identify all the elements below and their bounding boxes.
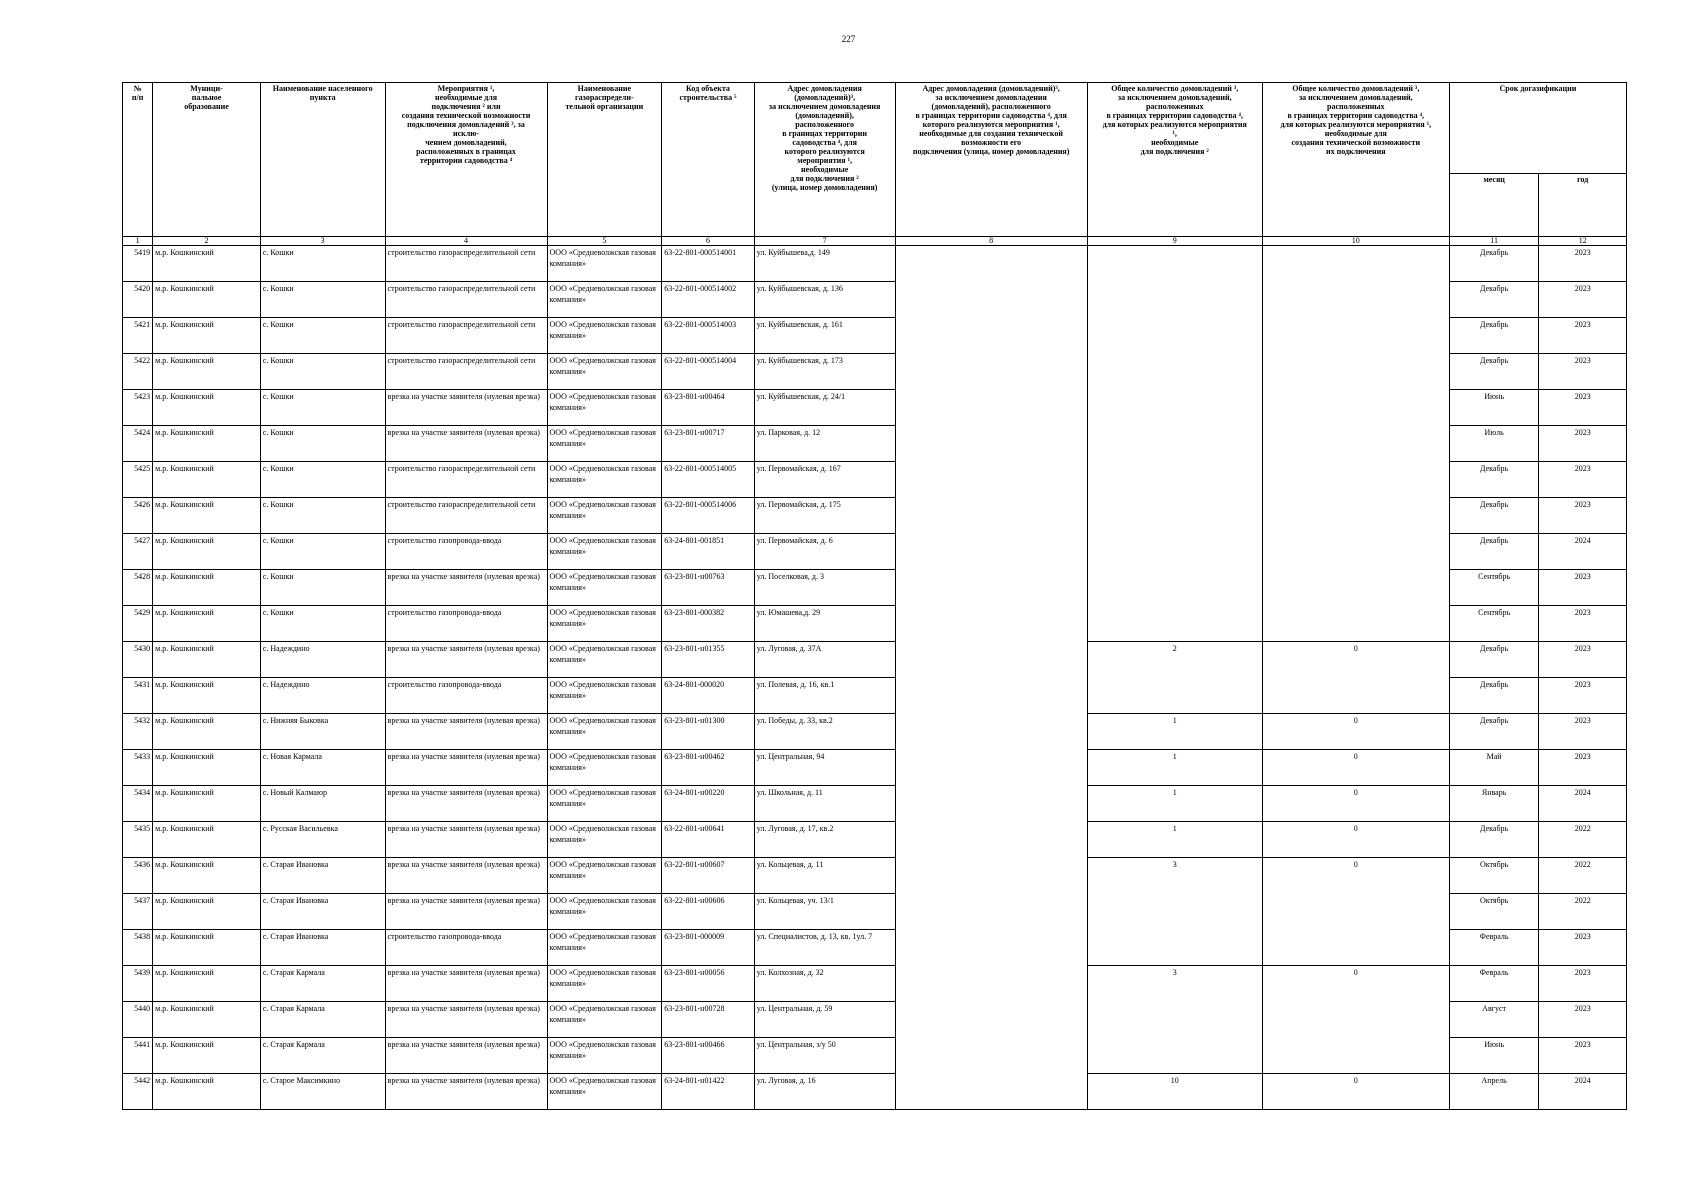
year-cell: 2023 bbox=[1539, 498, 1627, 534]
settlement-cell: с. Кошки bbox=[260, 390, 385, 426]
row-number: 5421 bbox=[123, 318, 153, 354]
address-connect-cell: ул. Центральная, д. 59 bbox=[754, 1002, 895, 1038]
settlement-cell: с. Кошки bbox=[260, 354, 385, 390]
row-number: 5426 bbox=[123, 498, 153, 534]
address-connect-cell: ул. Кольцевая, уч. 13/1 bbox=[754, 894, 895, 930]
header-municipality: Муници- пальное образование bbox=[153, 83, 261, 237]
header-year: год bbox=[1539, 174, 1627, 237]
row-number: 5428 bbox=[123, 570, 153, 606]
organization-cell: ООО «Средневолжская газовая компания» bbox=[547, 1074, 662, 1110]
settlement-cell: с. Кошки bbox=[260, 318, 385, 354]
municipality-cell: м.р. Кошкинский bbox=[153, 498, 261, 534]
settlement-cell: с. Кошки bbox=[260, 462, 385, 498]
measure-cell: врезка на участке заявителя (нулевая врезка) bbox=[385, 750, 547, 786]
column-number: 8 bbox=[895, 237, 1087, 246]
year-cell: 2023 bbox=[1539, 246, 1627, 282]
organization-cell: ООО «Средневолжская газовая компания» bbox=[547, 426, 662, 462]
measure-cell: врезка на участке заявителя (нулевая врезка) bbox=[385, 390, 547, 426]
table-row bbox=[123, 642, 1627, 678]
month-cell: Декабрь bbox=[1449, 822, 1539, 858]
measure-cell: врезка на участке заявителя (нулевая врезка) bbox=[385, 714, 547, 750]
measure-cell: строительство газопровода-ввода bbox=[385, 930, 547, 966]
total-tech-cell: 0 bbox=[1262, 642, 1449, 714]
header-month: месяц bbox=[1449, 174, 1539, 237]
total-connect-cell: 2 bbox=[1087, 642, 1262, 714]
object-code-cell: 63-23-801-н01355 bbox=[662, 642, 755, 678]
row-number: 5432 bbox=[123, 714, 153, 750]
month-cell: Декабрь bbox=[1449, 354, 1539, 390]
settlement-cell: с. Кошки bbox=[260, 570, 385, 606]
organization-cell: ООО «Средневолжская газовая компания» bbox=[547, 462, 662, 498]
municipality-cell: м.р. Кошкинский bbox=[153, 246, 261, 282]
municipality-cell: м.р. Кошкинский bbox=[153, 930, 261, 966]
address-connect-cell: ул. Специалистов, д. 13, кв. 1ул. 7 bbox=[754, 930, 895, 966]
address-connect-cell: ул. Куйбышевская, д. 161 bbox=[754, 318, 895, 354]
measure-cell: врезка на участке заявителя (нулевая врезка) bbox=[385, 570, 547, 606]
header-total-tech: Общее количество домовладений ³, за исключением домовладений, расположенных в границах территории садоводства ⁴, для которых реализуются мероприятия ¹, необходимые для создания технической возможности их подключения bbox=[1262, 83, 1449, 237]
year-cell: 2023 bbox=[1539, 354, 1627, 390]
address-connect-cell: ул. Школьная, д. 11 bbox=[754, 786, 895, 822]
column-number: 4 bbox=[385, 237, 547, 246]
object-code-cell: 63-22-801-000514005 bbox=[662, 462, 755, 498]
organization-cell: ООО «Средневолжская газовая компания» bbox=[547, 606, 662, 642]
month-cell: Октябрь bbox=[1449, 858, 1539, 894]
year-cell: 2023 bbox=[1539, 318, 1627, 354]
year-cell: 2023 bbox=[1539, 966, 1627, 1002]
table-row bbox=[123, 714, 1627, 750]
row-number: 5438 bbox=[123, 930, 153, 966]
settlement-cell: с. Надеждино bbox=[260, 642, 385, 678]
object-code-cell: 63-22-801-000514006 bbox=[662, 498, 755, 534]
organization-cell: ООО «Средневолжская газовая компания» bbox=[547, 822, 662, 858]
gasification-table bbox=[122, 82, 1627, 1110]
address-connect-cell: ул. Парковая, д. 12 bbox=[754, 426, 895, 462]
month-cell: Сентябрь bbox=[1449, 570, 1539, 606]
municipality-cell: м.р. Кошкинский bbox=[153, 1002, 261, 1038]
address-connect-cell: ул. Центральная, 94 bbox=[754, 750, 895, 786]
organization-cell: ООО «Средневолжская газовая компания» bbox=[547, 570, 662, 606]
organization-cell: ООО «Средневолжская газовая компания» bbox=[547, 354, 662, 390]
address-connect-cell: ул. Куйбышева,д. 149 bbox=[754, 246, 895, 282]
measure-cell: врезка на участке заявителя (нулевая врезка) bbox=[385, 1002, 547, 1038]
measure-cell: строительство газораспределительной сети bbox=[385, 462, 547, 498]
address-connect-cell: ул. Центральная, з/у 50 bbox=[754, 1038, 895, 1074]
municipality-cell: м.р. Кошкинский bbox=[153, 750, 261, 786]
total-tech-cell: 0 bbox=[1262, 786, 1449, 822]
object-code-cell: 63-23-801-н00763 bbox=[662, 570, 755, 606]
month-cell: Июль bbox=[1449, 426, 1539, 462]
table-row bbox=[123, 822, 1627, 858]
municipality-cell: м.р. Кошкинский bbox=[153, 318, 261, 354]
organization-cell: ООО «Средневолжская газовая компания» bbox=[547, 282, 662, 318]
column-number: 11 bbox=[1449, 237, 1539, 246]
month-cell: Декабрь bbox=[1449, 498, 1539, 534]
municipality-cell: м.р. Кошкинский bbox=[153, 426, 261, 462]
month-cell: Декабрь bbox=[1449, 282, 1539, 318]
address-connect-cell: ул. Кольцевая, д. 11 bbox=[754, 858, 895, 894]
measure-cell: строительство газораспределительной сети bbox=[385, 318, 547, 354]
settlement-cell: с. Новый Калмаюр bbox=[260, 786, 385, 822]
year-cell: 2023 bbox=[1539, 678, 1627, 714]
address-tech-cell bbox=[895, 246, 1087, 1110]
year-cell: 2022 bbox=[1539, 858, 1627, 894]
address-connect-cell: ул. Полевая, д. 16, кв.1 bbox=[754, 678, 895, 714]
year-cell: 2023 bbox=[1539, 1038, 1627, 1074]
table-row bbox=[123, 1074, 1627, 1110]
total-tech-cell: 0 bbox=[1262, 1074, 1449, 1110]
address-connect-cell: ул. Куйбышевская, д. 24/1 bbox=[754, 390, 895, 426]
month-cell: Декабрь bbox=[1449, 462, 1539, 498]
measure-cell: врезка на участке заявителя (нулевая врезка) bbox=[385, 642, 547, 678]
total-tech-cell: 0 bbox=[1262, 750, 1449, 786]
total-tech-cell bbox=[1262, 246, 1449, 642]
year-cell: 2024 bbox=[1539, 534, 1627, 570]
object-code-cell: 63-23-801-н01300 bbox=[662, 714, 755, 750]
header-settlement: Наименование населенного пункта bbox=[260, 83, 385, 237]
object-code-cell: 63-23-801-н00056 bbox=[662, 966, 755, 1002]
municipality-cell: м.р. Кошкинский bbox=[153, 858, 261, 894]
year-cell: 2023 bbox=[1539, 642, 1627, 678]
year-cell: 2023 bbox=[1539, 426, 1627, 462]
object-code-cell: 63-22-801-н00641 bbox=[662, 822, 755, 858]
total-connect-cell: 1 bbox=[1087, 786, 1262, 822]
address-connect-cell: ул. Луговая, д. 37А bbox=[754, 642, 895, 678]
header-address-tech: Адрес домовладения (домовладений)³, за исключением домовладения (домовладений), расположенного в границах территории садоводства ⁴, для которого реализуются мероприятия ¹, необходимые для создания технической возможности его подключения (улица, номер домовладения) bbox=[895, 83, 1087, 237]
organization-cell: ООО «Средневолжская газовая компания» bbox=[547, 246, 662, 282]
column-number: 6 bbox=[662, 237, 755, 246]
row-number: 5434 bbox=[123, 786, 153, 822]
row-number: 5420 bbox=[123, 282, 153, 318]
measure-cell: строительство газопровода-ввода bbox=[385, 678, 547, 714]
row-number: 5433 bbox=[123, 750, 153, 786]
measure-cell: врезка на участке заявителя (нулевая врезка) bbox=[385, 822, 547, 858]
settlement-cell: с. Старое Максимкино bbox=[260, 1074, 385, 1110]
organization-cell: ООО «Средневолжская газовая компания» bbox=[547, 534, 662, 570]
table-body bbox=[123, 237, 1627, 1110]
column-number: 9 bbox=[1087, 237, 1262, 246]
object-code-cell: 63-24-801-н00220 bbox=[662, 786, 755, 822]
year-cell: 2023 bbox=[1539, 282, 1627, 318]
settlement-cell: с. Кошки bbox=[260, 498, 385, 534]
row-number: 5430 bbox=[123, 642, 153, 678]
municipality-cell: м.р. Кошкинский bbox=[153, 390, 261, 426]
measure-cell: строительство газопровода-ввода bbox=[385, 606, 547, 642]
table-row bbox=[123, 966, 1627, 1002]
month-cell: Июнь bbox=[1449, 1038, 1539, 1074]
year-cell: 2023 bbox=[1539, 750, 1627, 786]
year-cell: 2023 bbox=[1539, 714, 1627, 750]
address-connect-cell: ул. Колхозная, д. 32 bbox=[754, 966, 895, 1002]
month-cell: Май bbox=[1449, 750, 1539, 786]
row-number: 5431 bbox=[123, 678, 153, 714]
header-total-connect: Общее количество домовладений ³, за исключением домовладений, расположенных в границах территории садоводства ⁴, для которых реализуются мероприятия ¹, необходимые для подключения ² bbox=[1087, 83, 1262, 237]
month-cell: Январь bbox=[1449, 786, 1539, 822]
header-object-code: Код объекта строительства ⁵ bbox=[662, 83, 755, 237]
settlement-cell: с. Кошки bbox=[260, 534, 385, 570]
row-number: 5436 bbox=[123, 858, 153, 894]
municipality-cell: м.р. Кошкинский bbox=[153, 678, 261, 714]
object-code-cell: 63-22-801-000514003 bbox=[662, 318, 755, 354]
address-connect-cell: ул. Первомайская, д. 175 bbox=[754, 498, 895, 534]
row-number: 5429 bbox=[123, 606, 153, 642]
header-address-connect: Адрес домовладения (домовладений)³, за исключением домовладения (домовладений), расположенного в границах территории садоводства ⁴, для которого реализуются мероприятия ¹, необходимые для подключения ² (улица, номер домовладения) bbox=[754, 83, 895, 237]
row-number: 5441 bbox=[123, 1038, 153, 1074]
settlement-cell: с. Нижняя Быковка bbox=[260, 714, 385, 750]
column-number: 3 bbox=[260, 237, 385, 246]
month-cell: Декабрь bbox=[1449, 714, 1539, 750]
organization-cell: ООО «Средневолжская газовая компания» bbox=[547, 858, 662, 894]
municipality-cell: м.р. Кошкинский bbox=[153, 282, 261, 318]
total-tech-cell: 0 bbox=[1262, 966, 1449, 1074]
month-cell: Декабрь bbox=[1449, 642, 1539, 678]
total-connect-cell: 3 bbox=[1087, 858, 1262, 966]
municipality-cell: м.р. Кошкинский bbox=[153, 570, 261, 606]
object-code-cell: 63-23-801-н00462 bbox=[662, 750, 755, 786]
measure-cell: врезка на участке заявителя (нулевая врезка) bbox=[385, 1038, 547, 1074]
header-num: № п/п bbox=[123, 83, 153, 237]
table-row bbox=[123, 246, 1627, 282]
municipality-cell: м.р. Кошкинский bbox=[153, 642, 261, 678]
municipality-cell: м.р. Кошкинский bbox=[153, 786, 261, 822]
municipality-cell: м.р. Кошкинский bbox=[153, 1074, 261, 1110]
organization-cell: ООО «Средневолжская газовая компания» bbox=[547, 642, 662, 678]
measure-cell: строительство газопровода-ввода bbox=[385, 534, 547, 570]
row-number: 5424 bbox=[123, 426, 153, 462]
measure-cell: врезка на участке заявителя (нулевая врезка) bbox=[385, 894, 547, 930]
organization-cell: ООО «Средневолжская газовая компания» bbox=[547, 1002, 662, 1038]
month-cell: Апрель bbox=[1449, 1074, 1539, 1110]
object-code-cell: 63-23-801-н00464 bbox=[662, 390, 755, 426]
organization-cell: ООО «Средневолжская газовая компания» bbox=[547, 498, 662, 534]
measure-cell: врезка на участке заявителя (нулевая врезка) bbox=[385, 786, 547, 822]
address-connect-cell: ул. Куйбышевская, д. 136 bbox=[754, 282, 895, 318]
table-row bbox=[123, 750, 1627, 786]
object-code-cell: 63-22-801-н00606 bbox=[662, 894, 755, 930]
organization-cell: ООО «Средневолжская газовая компания» bbox=[547, 786, 662, 822]
settlement-cell: с. Старая Ивановка bbox=[260, 930, 385, 966]
year-cell: 2023 bbox=[1539, 462, 1627, 498]
row-number: 5439 bbox=[123, 966, 153, 1002]
month-cell: Декабрь bbox=[1449, 678, 1539, 714]
month-cell: Февраль bbox=[1449, 930, 1539, 966]
column-number: 1 bbox=[123, 237, 153, 246]
object-code-cell: 63-23-801-н00466 bbox=[662, 1038, 755, 1074]
settlement-cell: с. Старая Кармала bbox=[260, 1038, 385, 1074]
object-code-cell: 63-23-801-000382 bbox=[662, 606, 755, 642]
address-connect-cell: ул. Первомайская, д. 6 bbox=[754, 534, 895, 570]
total-tech-cell: 0 bbox=[1262, 858, 1449, 966]
municipality-cell: м.р. Кошкинский bbox=[153, 894, 261, 930]
address-connect-cell: ул. Луговая, д. 16 bbox=[754, 1074, 895, 1110]
total-connect-cell bbox=[1087, 246, 1262, 642]
total-connect-cell: 3 bbox=[1087, 966, 1262, 1074]
total-connect-cell: 1 bbox=[1087, 714, 1262, 750]
organization-cell: ООО «Средневолжская газовая компания» bbox=[547, 966, 662, 1002]
row-number: 5435 bbox=[123, 822, 153, 858]
measure-cell: строительство газораспределительной сети bbox=[385, 354, 547, 390]
municipality-cell: м.р. Кошкинский bbox=[153, 1038, 261, 1074]
month-cell: Декабрь bbox=[1449, 318, 1539, 354]
row-number: 5442 bbox=[123, 1074, 153, 1110]
settlement-cell: с. Кошки bbox=[260, 282, 385, 318]
month-cell: Сентябрь bbox=[1449, 606, 1539, 642]
object-code-cell: 63-22-801-000514001 bbox=[662, 246, 755, 282]
total-connect-cell: 1 bbox=[1087, 750, 1262, 786]
row-number: 5423 bbox=[123, 390, 153, 426]
organization-cell: ООО «Средневолжская газовая компания» bbox=[547, 930, 662, 966]
settlement-cell: с. Надеждино bbox=[260, 678, 385, 714]
year-cell: 2024 bbox=[1539, 1074, 1627, 1110]
object-code-cell: 63-22-801-н00607 bbox=[662, 858, 755, 894]
organization-cell: ООО «Средневолжская газовая компания» bbox=[547, 390, 662, 426]
municipality-cell: м.р. Кошкинский bbox=[153, 966, 261, 1002]
column-number: 10 bbox=[1262, 237, 1449, 246]
organization-cell: ООО «Средневолжская газовая компания» bbox=[547, 750, 662, 786]
month-cell: Июнь bbox=[1449, 390, 1539, 426]
object-code-cell: 63-23-801-000009 bbox=[662, 930, 755, 966]
header-organization: Наименование газораспредели- тельной организации bbox=[547, 83, 662, 237]
row-number: 5425 bbox=[123, 462, 153, 498]
page-number: 227 bbox=[841, 34, 856, 44]
object-code-cell: 63-23-801-н00717 bbox=[662, 426, 755, 462]
row-number: 5440 bbox=[123, 1002, 153, 1038]
year-cell: 2023 bbox=[1539, 606, 1627, 642]
measure-cell: строительство газораспределительной сети bbox=[385, 498, 547, 534]
column-number: 7 bbox=[754, 237, 895, 246]
measure-cell: строительство газораспределительной сети bbox=[385, 246, 547, 282]
settlement-cell: с. Кошки bbox=[260, 426, 385, 462]
municipality-cell: м.р. Кошкинский bbox=[153, 354, 261, 390]
year-cell: 2023 bbox=[1539, 930, 1627, 966]
month-cell: Декабрь bbox=[1449, 246, 1539, 282]
month-cell: Август bbox=[1449, 1002, 1539, 1038]
settlement-cell: с. Старая Кармала bbox=[260, 966, 385, 1002]
object-code-cell: 63-23-801-н00728 bbox=[662, 1002, 755, 1038]
year-cell: 2022 bbox=[1539, 822, 1627, 858]
table-row bbox=[123, 786, 1627, 822]
municipality-cell: м.р. Кошкинский bbox=[153, 822, 261, 858]
object-code-cell: 63-24-801-000020 bbox=[662, 678, 755, 714]
row-number: 5422 bbox=[123, 354, 153, 390]
organization-cell: ООО «Средневолжская газовая компания» bbox=[547, 894, 662, 930]
address-connect-cell: ул. Луговая, д. 17, кв.2 bbox=[754, 822, 895, 858]
total-connect-cell: 1 bbox=[1087, 822, 1262, 858]
month-cell: Декабрь bbox=[1449, 534, 1539, 570]
column-number-row bbox=[123, 237, 1627, 246]
settlement-cell: с. Старая Кармала bbox=[260, 1002, 385, 1038]
year-cell: 2023 bbox=[1539, 570, 1627, 606]
column-number: 12 bbox=[1539, 237, 1627, 246]
organization-cell: ООО «Средневолжская газовая компания» bbox=[547, 1038, 662, 1074]
settlement-cell: с. Новая Кармала bbox=[260, 750, 385, 786]
month-cell: Октябрь bbox=[1449, 894, 1539, 930]
organization-cell: ООО «Средневолжская газовая компания» bbox=[547, 714, 662, 750]
address-connect-cell: ул. Первомайская, д. 167 bbox=[754, 462, 895, 498]
row-number: 5437 bbox=[123, 894, 153, 930]
settlement-cell: с. Кошки bbox=[260, 606, 385, 642]
object-code-cell: 63-24-801-001851 bbox=[662, 534, 755, 570]
object-code-cell: 63-22-801-000514004 bbox=[662, 354, 755, 390]
municipality-cell: м.р. Кошкинский bbox=[153, 534, 261, 570]
row-number: 5419 bbox=[123, 246, 153, 282]
municipality-cell: м.р. Кошкинский bbox=[153, 462, 261, 498]
address-connect-cell: ул. Куйбышевская, д. 173 bbox=[754, 354, 895, 390]
municipality-cell: м.р. Кошкинский bbox=[153, 714, 261, 750]
year-cell: 2024 bbox=[1539, 786, 1627, 822]
measure-cell: врезка на участке заявителя (нулевая врезка) bbox=[385, 858, 547, 894]
column-number: 5 bbox=[547, 237, 662, 246]
year-cell: 2023 bbox=[1539, 1002, 1627, 1038]
month-cell: Февраль bbox=[1449, 966, 1539, 1002]
organization-cell: ООО «Средневолжская газовая компания» bbox=[547, 318, 662, 354]
table-row bbox=[123, 858, 1627, 894]
address-connect-cell: ул. Поселковая, д. 3 bbox=[754, 570, 895, 606]
measure-cell: врезка на участке заявителя (нулевая врезка) bbox=[385, 966, 547, 1002]
measure-cell: врезка на участке заявителя (нулевая врезка) bbox=[385, 426, 547, 462]
measure-cell: строительство газораспределительной сети bbox=[385, 282, 547, 318]
settlement-cell: с. Старая Ивановка bbox=[260, 894, 385, 930]
total-connect-cell: 10 bbox=[1087, 1074, 1262, 1110]
object-code-cell: 63-22-801-000514002 bbox=[662, 282, 755, 318]
address-connect-cell: ул. Победы, д. 33, кв.2 bbox=[754, 714, 895, 750]
year-cell: 2022 bbox=[1539, 894, 1627, 930]
measure-cell: врезка на участке заявителя (нулевая врезка) bbox=[385, 1074, 547, 1110]
settlement-cell: с. Кошки bbox=[260, 246, 385, 282]
total-tech-cell: 0 bbox=[1262, 714, 1449, 750]
municipality-cell: м.р. Кошкинский bbox=[153, 606, 261, 642]
settlement-cell: с. Русская Васильевка bbox=[260, 822, 385, 858]
settlement-cell: с. Старая Ивановка bbox=[260, 858, 385, 894]
header-measures: Мероприятия ¹, необходимые для подключения ² или создания технической возможности подключения домовладений ³, за исклю- чением домовладений, расположенных в границах территории садоводства ⁴ bbox=[385, 83, 547, 237]
object-code-cell: 63-24-801-н01422 bbox=[662, 1074, 755, 1110]
row-number: 5427 bbox=[123, 534, 153, 570]
column-number: 2 bbox=[153, 237, 261, 246]
address-connect-cell: ул. Юмашева,д. 29 bbox=[754, 606, 895, 642]
total-tech-cell: 0 bbox=[1262, 822, 1449, 858]
year-cell: 2023 bbox=[1539, 390, 1627, 426]
organization-cell: ООО «Средневолжская газовая компания» bbox=[547, 678, 662, 714]
header-deadline: Срок догазификации bbox=[1449, 83, 1626, 174]
